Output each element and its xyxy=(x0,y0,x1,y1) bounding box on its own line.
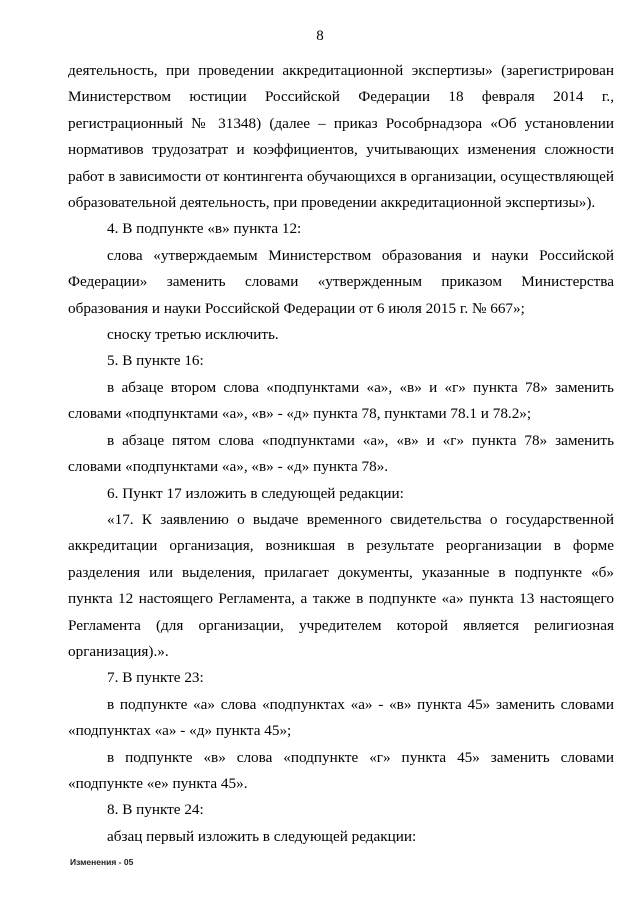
paragraph: в абзаце втором слова «подпунктами «а», «в» и «г» пункта 78» заменить словами «подпунктами «а», «в» - «д» пункта 78, пунктами 78.1 и 78.2»; xyxy=(68,378,614,423)
paragraph: 6. Пункт 17 изложить в следующей редакции: xyxy=(107,484,404,502)
paragraph: 5. В пункте 16: xyxy=(107,352,204,370)
paragraph: 7. В пункте 23: xyxy=(107,669,204,687)
paragraph: абзац первый изложить в следующей редакции: xyxy=(107,827,417,845)
paragraph: в подпункте «а» слова «подпунктах «а» - «в» пункта 45» заменить словами «подпунктах «а» - «д» пункта 45»; xyxy=(68,695,614,740)
paragraph: «17. К заявлению о выдаче временного свидетельства о государственной аккредитации организация, возникшая в результате реорганизации в форме разделения или выделения, прилагает документы, указанные в подпункте «б» пункта 12 настоящего Регламента, а также в подпункте «а» пункта 13 настоящего Регламента (для организации, учредителем которой является религиозная организация).». xyxy=(68,510,614,660)
paragraph: сноску третью исключить. xyxy=(107,326,279,344)
paragraph: 8. В пункте 24: xyxy=(107,801,204,819)
document-body xyxy=(68,58,614,850)
footer-label: Изменения - 05 xyxy=(70,857,134,867)
paragraph: в абзаце пятом слова «подпунктами «а», «в» и «г» пункта 78» заменить словами «подпунктами «а», «в» - «д» пункта 78». xyxy=(68,431,614,476)
paragraph: 4. В подпункте «в» пункта 12: xyxy=(107,220,302,238)
page-number: 8 xyxy=(316,28,324,44)
paragraph: слова «утверждаемым Министерством образования и науки Российской Федерации» заменить словами «утвержденным приказом Министерства образования и науки Российской Федерации от 6 июля 2015 г. № 667»; xyxy=(68,246,614,317)
paragraph: в подпункте «в» слова «подпункте «г» пункта 45» заменить словами «подпункте «е» пункта 45». xyxy=(68,748,614,792)
paragraph: деятельность, при проведении аккредитационной экспертизы» (зарегистрирован Министерством юстиции Российской Федерации 18 февраля 2014 г., регистрационный № 31348) (далее – приказ Рособрнадзора «Об установлении нормативов трудозатрат и коэффициентов, учитывающих изменения сложности работ в зависимости от контингента обучающихся в организации, осуществляющей образовательной деятельность, при проведении аккредитационной экспертизы»). xyxy=(68,62,614,212)
